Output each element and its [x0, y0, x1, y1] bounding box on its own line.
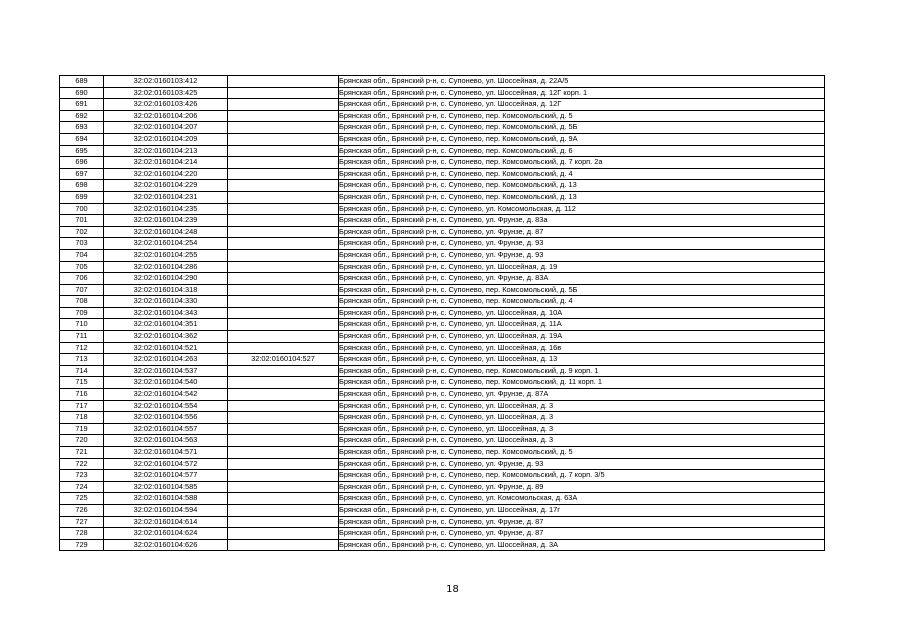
address-cell: Брянская обл., Брянский р-н, с. Супонево, пер. Комсомольский, д. 6 [339, 145, 825, 157]
row-number-cell: 726 [60, 504, 104, 516]
cadastral-number-cell: 32:02:0160104:248 [104, 226, 228, 238]
related-cadastral-number-cell [228, 261, 339, 273]
related-cadastral-number-cell [228, 180, 339, 192]
row-number-cell: 727 [60, 516, 104, 528]
related-cadastral-number-cell [228, 157, 339, 169]
row-number-cell: 729 [60, 539, 104, 551]
related-cadastral-number-cell [228, 87, 339, 99]
cadastral-number-cell: 32:02:0160104:343 [104, 307, 228, 319]
table-row [60, 133, 825, 145]
cadastral-number-cell: 32:02:0160104:220 [104, 168, 228, 180]
cadastral-number-cell: 32:02:0160104:626 [104, 539, 228, 551]
table-row [60, 203, 825, 215]
row-number-cell: 705 [60, 261, 104, 273]
row-number-cell: 696 [60, 157, 104, 169]
related-cadastral-number-cell [228, 400, 339, 412]
cadastral-number-cell: 32:02:0160104:214 [104, 157, 228, 169]
row-number-cell: 714 [60, 365, 104, 377]
address-cell: Брянская обл., Брянский р-н, с. Супонево, пер. Комсомольский, д. 9 корп. 1 [339, 365, 825, 377]
table-row [60, 528, 825, 540]
row-number-cell: 720 [60, 435, 104, 447]
related-cadastral-number-cell [228, 249, 339, 261]
cadastral-number-cell: 32:02:0160104:556 [104, 412, 228, 424]
row-number-cell: 689 [60, 76, 104, 88]
related-cadastral-number-cell [228, 76, 339, 88]
related-cadastral-number-cell [228, 307, 339, 319]
related-cadastral-number-cell [228, 423, 339, 435]
cadastral-number-cell: 32:02:0160104:594 [104, 504, 228, 516]
cadastral-number-cell: 32:02:0160104:209 [104, 133, 228, 145]
table-row [60, 423, 825, 435]
table-row [60, 435, 825, 447]
cadastral-number-cell: 32:02:0160104:572 [104, 458, 228, 470]
address-cell: Брянская обл., Брянский р-н, с. Супонево, ул. Фрунзе, д. 87 [339, 516, 825, 528]
address-cell: Брянская обл., Брянский р-н, с. Супонево, ул. Шоссейная, д. 11А [339, 319, 825, 331]
table-row [60, 470, 825, 482]
address-cell: Брянская обл., Брянский р-н, с. Супонево, ул. Фрунзе, д. 83а [339, 215, 825, 227]
table-row [60, 493, 825, 505]
related-cadastral-number-cell [228, 365, 339, 377]
address-cell: Брянская обл., Брянский р-н, с. Супонево, ул. Фрунзе, д. 87 [339, 226, 825, 238]
address-cell: Брянская обл., Брянский р-н, с. Супонево, пер. Комсомольский, д. 7 корп. 3/5 [339, 470, 825, 482]
address-cell: Брянская обл., Брянский р-н, с. Супонево, ул. Комсомольская, д. 112 [339, 203, 825, 215]
related-cadastral-number-cell [228, 191, 339, 203]
cadastral-number-cell: 32:02:0160104:231 [104, 191, 228, 203]
address-cell: Брянская обл., Брянский р-н, с. Супонево, ул. Шоссейная, д. 13 [339, 354, 825, 366]
related-cadastral-number-cell [228, 99, 339, 111]
cadastral-number-cell: 32:02:0160104:263 [104, 354, 228, 366]
related-cadastral-number-cell [228, 528, 339, 540]
related-cadastral-number-cell [228, 412, 339, 424]
related-cadastral-number-cell: 32:02:0160104:527 [228, 354, 339, 366]
address-cell: Брянская обл., Брянский р-н, с. Супонево, ул. Шоссейная, д. 19А [339, 331, 825, 343]
related-cadastral-number-cell [228, 389, 339, 401]
row-number-cell: 707 [60, 284, 104, 296]
related-cadastral-number-cell [228, 331, 339, 343]
table-row [60, 122, 825, 134]
table-row [60, 481, 825, 493]
table-row [60, 273, 825, 285]
row-number-cell: 698 [60, 180, 104, 192]
row-number-cell: 702 [60, 226, 104, 238]
cadastral-number-cell: 32:02:0160104:577 [104, 470, 228, 482]
row-number-cell: 693 [60, 122, 104, 134]
row-number-cell: 694 [60, 133, 104, 145]
cadastral-number-cell: 32:02:0160104:351 [104, 319, 228, 331]
row-number-cell: 712 [60, 342, 104, 354]
address-cell: Брянская обл., Брянский р-н, с. Супонево, пер. Комсомольский, д. 7 корп. 2а [339, 157, 825, 169]
table-row [60, 145, 825, 157]
table-row [60, 342, 825, 354]
row-number-cell: 719 [60, 423, 104, 435]
cadastral-number-cell: 32:02:0160104:206 [104, 110, 228, 122]
table-row [60, 180, 825, 192]
cadastral-number-cell: 32:02:0160104:585 [104, 481, 228, 493]
row-number-cell: 709 [60, 307, 104, 319]
table-row [60, 284, 825, 296]
cadastral-number-cell: 32:02:0160104:557 [104, 423, 228, 435]
table-row [60, 226, 825, 238]
row-number-cell: 700 [60, 203, 104, 215]
related-cadastral-number-cell [228, 145, 339, 157]
table-row [60, 389, 825, 401]
address-cell: Брянская обл., Брянский р-н, с. Супонево, пер. Комсомольский, д. 4 [339, 296, 825, 308]
address-cell: Брянская обл., Брянский р-н, с. Супонево, пер. Комсомольский, д. 5 [339, 110, 825, 122]
related-cadastral-number-cell [228, 319, 339, 331]
address-cell: Брянская обл., Брянский р-н, с. Супонево, ул. Шоссейная, д. 17г [339, 504, 825, 516]
address-cell: Брянская обл., Брянский р-н, с. Супонево, ул. Фрунзе, д. 93 [339, 458, 825, 470]
related-cadastral-number-cell [228, 296, 339, 308]
address-cell: Брянская обл., Брянский р-н, с. Супонево, ул. Фрунзе, д. 87 [339, 528, 825, 540]
cadastral-number-cell: 32:02:0160104:540 [104, 377, 228, 389]
address-cell: Брянская обл., Брянский р-н, с. Супонево, пер. Комсомольский, д. 9А [339, 133, 825, 145]
cadastral-number-cell: 32:02:0160104:213 [104, 145, 228, 157]
row-number-cell: 721 [60, 447, 104, 459]
row-number-cell: 704 [60, 249, 104, 261]
related-cadastral-number-cell [228, 133, 339, 145]
row-number-cell: 722 [60, 458, 104, 470]
table-row [60, 307, 825, 319]
address-cell: Брянская обл., Брянский р-н, с. Супонево, ул. Шоссейная, д. 12Г [339, 99, 825, 111]
cadastral-number-cell: 32:02:0160104:624 [104, 528, 228, 540]
row-number-cell: 690 [60, 87, 104, 99]
table-row [60, 458, 825, 470]
table-row [60, 354, 825, 366]
address-cell: Брянская обл., Брянский р-н, с. Супонево, ул. Шоссейная, д. 16в [339, 342, 825, 354]
related-cadastral-number-cell [228, 226, 339, 238]
row-number-cell: 703 [60, 238, 104, 250]
cadastral-number-cell: 32:02:0160103:425 [104, 87, 228, 99]
address-cell: Брянская обл., Брянский р-н, с. Супонево, ул. Комсомольская, д. 63А [339, 493, 825, 505]
related-cadastral-number-cell [228, 493, 339, 505]
related-cadastral-number-cell [228, 458, 339, 470]
row-number-cell: 725 [60, 493, 104, 505]
table-row [60, 539, 825, 551]
cadastral-number-cell: 32:02:0160104:286 [104, 261, 228, 273]
cadastral-number-cell: 32:02:0160104:542 [104, 389, 228, 401]
related-cadastral-number-cell [228, 284, 339, 296]
table-row [60, 191, 825, 203]
cadastral-number-cell: 32:02:0160104:318 [104, 284, 228, 296]
address-cell: Брянская обл., Брянский р-н, с. Супонево, ул. Шоссейная, д. 3 [339, 412, 825, 424]
table-row [60, 76, 825, 88]
related-cadastral-number-cell [228, 273, 339, 285]
cadastral-number-cell: 32:02:0160104:588 [104, 493, 228, 505]
row-number-cell: 701 [60, 215, 104, 227]
row-number-cell: 728 [60, 528, 104, 540]
cadastral-number-cell: 32:02:0160104:255 [104, 249, 228, 261]
related-cadastral-number-cell [228, 516, 339, 528]
address-cell: Брянская обл., Брянский р-н, с. Супонево, ул. Шоссейная, д. 3 [339, 423, 825, 435]
table-row [60, 261, 825, 273]
cadastral-number-cell: 32:02:0160104:207 [104, 122, 228, 134]
related-cadastral-number-cell [228, 215, 339, 227]
address-cell: Брянская обл., Брянский р-н, с. Супонево, ул. Шоссейная, д. 3 [339, 435, 825, 447]
table-row [60, 99, 825, 111]
table-row [60, 319, 825, 331]
related-cadastral-number-cell [228, 122, 339, 134]
cadastral-number-cell: 32:02:0160104:330 [104, 296, 228, 308]
related-cadastral-number-cell [228, 238, 339, 250]
address-cell: Брянская обл., Брянский р-н, с. Супонево, пер. Комсомольский, д. 5 [339, 447, 825, 459]
cadastral-number-cell: 32:02:0160104:235 [104, 203, 228, 215]
cadastral-number-cell: 32:02:0160104:290 [104, 273, 228, 285]
address-cell: Брянская обл., Брянский р-н, с. Супонево, ул. Шоссейная, д. 3А [339, 539, 825, 551]
address-cell: Брянская обл., Брянский р-н, с. Супонево, пер. Комсомольский, д. 13 [339, 191, 825, 203]
table-row [60, 168, 825, 180]
cadastral-number-cell: 32:02:0160104:537 [104, 365, 228, 377]
table-row [60, 447, 825, 459]
address-cell: Брянская обл., Брянский р-н, с. Супонево, пер. Комсомольский, д. 4 [339, 168, 825, 180]
row-number-cell: 691 [60, 99, 104, 111]
table-row [60, 377, 825, 389]
table-row [60, 87, 825, 99]
address-cell: Брянская обл., Брянский р-н, с. Супонево, ул. Шоссейная, д. 3 [339, 400, 825, 412]
row-number-cell: 716 [60, 389, 104, 401]
address-cell: Брянская обл., Брянский р-н, с. Супонево, ул. Фрунзе, д. 87А [339, 389, 825, 401]
related-cadastral-number-cell [228, 481, 339, 493]
related-cadastral-number-cell [228, 435, 339, 447]
related-cadastral-number-cell [228, 168, 339, 180]
address-cell: Брянская обл., Брянский р-н, с. Супонево, пер. Комсомольский, д. 5Б [339, 284, 825, 296]
row-number-cell: 695 [60, 145, 104, 157]
address-cell: Брянская обл., Брянский р-н, с. Супонево, ул. Шоссейная, д. 19 [339, 261, 825, 273]
related-cadastral-number-cell [228, 377, 339, 389]
address-cell: Брянская обл., Брянский р-н, с. Супонево, ул. Шоссейная, д. 10А [339, 307, 825, 319]
address-cell: Брянская обл., Брянский р-н, с. Супонево, ул. Фрунзе, д. 89 [339, 481, 825, 493]
table-row [60, 157, 825, 169]
address-cell: Брянская обл., Брянский р-н, с. Супонево, ул. Фрунзе, д. 93 [339, 249, 825, 261]
row-number-cell: 708 [60, 296, 104, 308]
table-row [60, 215, 825, 227]
table-row [60, 331, 825, 343]
table-row [60, 110, 825, 122]
cadastral-number-cell: 32:02:0160103:426 [104, 99, 228, 111]
row-number-cell: 713 [60, 354, 104, 366]
page-number: 18 [446, 584, 459, 595]
table-row [60, 412, 825, 424]
address-cell: Брянская обл., Брянский р-н, с. Супонево, пер. Комсомольский, д. 5Б [339, 122, 825, 134]
property-registry-table [59, 75, 825, 551]
row-number-cell: 711 [60, 331, 104, 343]
cadastral-number-cell: 32:02:0160104:362 [104, 331, 228, 343]
address-cell: Брянская обл., Брянский р-н, с. Супонево, ул. Шоссейная, д. 12Г корп. 1 [339, 87, 825, 99]
row-number-cell: 715 [60, 377, 104, 389]
address-cell: Брянская обл., Брянский р-н, с. Супонево, ул. Шоссейная, д. 22А/5 [339, 76, 825, 88]
row-number-cell: 699 [60, 191, 104, 203]
cadastral-number-cell: 32:02:0160103:412 [104, 76, 228, 88]
related-cadastral-number-cell [228, 539, 339, 551]
related-cadastral-number-cell [228, 447, 339, 459]
related-cadastral-number-cell [228, 110, 339, 122]
cadastral-number-cell: 32:02:0160104:254 [104, 238, 228, 250]
row-number-cell: 710 [60, 319, 104, 331]
address-cell: Брянская обл., Брянский р-н, с. Супонево, ул. Фрунзе, д. 93 [339, 238, 825, 250]
table-row [60, 516, 825, 528]
row-number-cell: 723 [60, 470, 104, 482]
related-cadastral-number-cell [228, 203, 339, 215]
table-row [60, 238, 825, 250]
table-row [60, 504, 825, 516]
registry-table-body [60, 76, 825, 551]
cadastral-number-cell: 32:02:0160104:614 [104, 516, 228, 528]
address-cell: Брянская обл., Брянский р-н, с. Супонево, пер. Комсомольский, д. 13 [339, 180, 825, 192]
table-row [60, 296, 825, 308]
table-row [60, 365, 825, 377]
cadastral-number-cell: 32:02:0160104:521 [104, 342, 228, 354]
cadastral-number-cell: 32:02:0160104:239 [104, 215, 228, 227]
address-cell: Брянская обл., Брянский р-н, с. Супонево, пер. Комсомольский, д. 11 корп. 1 [339, 377, 825, 389]
table-row [60, 400, 825, 412]
row-number-cell: 724 [60, 481, 104, 493]
row-number-cell: 717 [60, 400, 104, 412]
cadastral-number-cell: 32:02:0160104:229 [104, 180, 228, 192]
related-cadastral-number-cell [228, 342, 339, 354]
related-cadastral-number-cell [228, 504, 339, 516]
cadastral-number-cell: 32:02:0160104:571 [104, 447, 228, 459]
related-cadastral-number-cell [228, 470, 339, 482]
table-row [60, 249, 825, 261]
row-number-cell: 706 [60, 273, 104, 285]
cadastral-number-cell: 32:02:0160104:554 [104, 400, 228, 412]
cadastral-number-cell: 32:02:0160104:563 [104, 435, 228, 447]
row-number-cell: 692 [60, 110, 104, 122]
row-number-cell: 697 [60, 168, 104, 180]
row-number-cell: 718 [60, 412, 104, 424]
address-cell: Брянская обл., Брянский р-н, с. Супонево, ул. Фрунзе, д. 83А [339, 273, 825, 285]
